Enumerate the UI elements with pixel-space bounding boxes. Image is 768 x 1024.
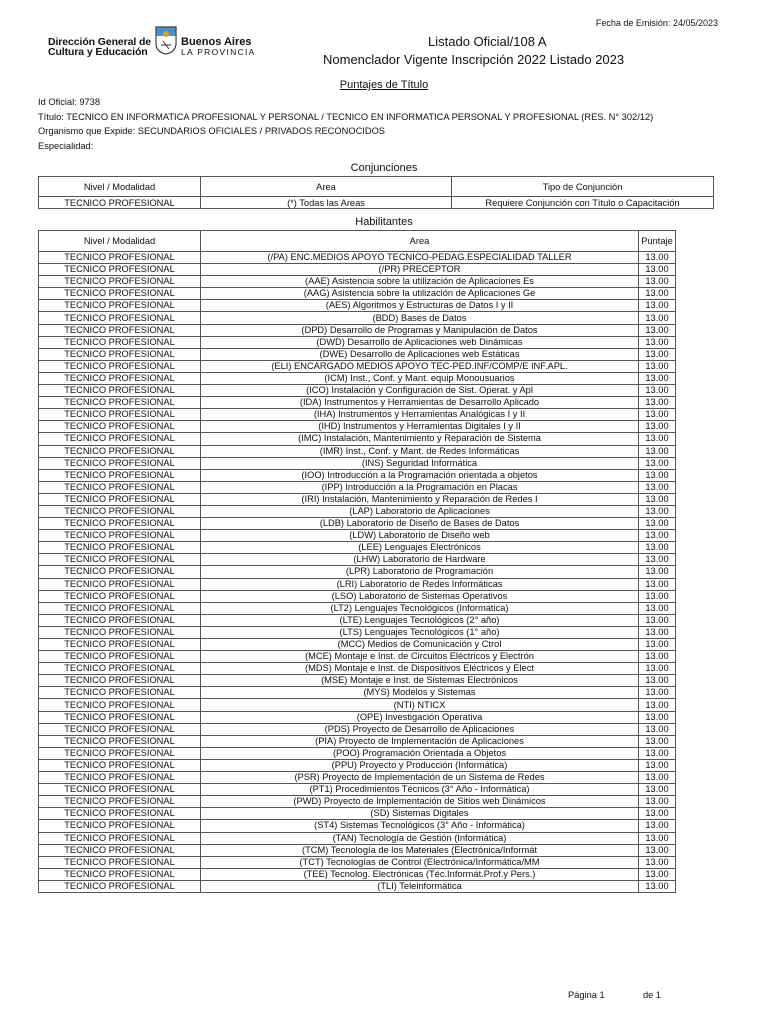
puntaje-cell: 13.00: [639, 639, 676, 651]
emission-date: [596, 18, 718, 28]
area-cell: (IMR) Inst., Conf. y Mant. de Redes Informáticas: [201, 445, 639, 457]
nivel-cell: TECNICO PROFESIONAL: [39, 554, 201, 566]
area-cell: (IPP) Introducción a la Programación en Placas: [201, 481, 639, 493]
table-row: [39, 675, 676, 687]
puntaje-cell: 13.00: [639, 457, 676, 469]
table-row: [39, 360, 676, 372]
nivel-cell: TECNICO PROFESIONAL: [39, 687, 201, 699]
nivel-cell: TECNICO PROFESIONAL: [39, 409, 201, 421]
table-row: [39, 264, 676, 276]
table-row: [39, 348, 676, 360]
nivel-cell: TECNICO PROFESIONAL: [39, 530, 201, 542]
habilitantes-heading: Habilitantes: [355, 216, 413, 228]
nivel-cell: TECNICO PROFESIONAL: [39, 360, 201, 372]
table-header-row: [39, 177, 714, 197]
area-cell: (/PR) PRECEPTOR: [201, 264, 639, 276]
area-cell: (IHA) Instrumentos y Herramientas Analógicas I y II: [201, 409, 639, 421]
area-cell: (AAG) Asistencia sobre la utilización de Aplicaciones Ge: [201, 288, 639, 300]
table-row: [39, 578, 676, 590]
area-cell: (ICM) Inst., Conf. y Mant. equip Monousuarios: [201, 372, 639, 384]
area-cell: (IMC) Instalación, Mantenimiento y Reparación de Sistema: [201, 433, 639, 445]
puntaje-cell: 13.00: [639, 397, 676, 409]
column-header: Area: [201, 177, 452, 197]
nivel-cell: TECNICO PROFESIONAL: [39, 856, 201, 868]
nivel-cell: TECNICO PROFESIONAL: [39, 578, 201, 590]
nivel-cell: TECNICO PROFESIONAL: [39, 759, 201, 771]
puntaje-cell: 13.00: [639, 602, 676, 614]
table-row: [39, 711, 676, 723]
table-row: [39, 808, 676, 820]
nivel-cell: TECNICO PROFESIONAL: [39, 312, 201, 324]
nivel-cell: TECNICO PROFESIONAL: [39, 264, 201, 276]
table-row: [39, 372, 676, 384]
puntaje-cell: 13.00: [639, 711, 676, 723]
buenos-aires-name: Buenos Aires: [181, 36, 252, 48]
column-header: Puntaje: [639, 231, 676, 252]
area-cell: (LRI) Laboratorio de Redes Informáticas: [201, 578, 639, 590]
area-cell: (OPE) Investigación Operativa: [201, 711, 639, 723]
puntaje-cell: 13.00: [639, 469, 676, 481]
nivel-cell: TECNICO PROFESIONAL: [39, 711, 201, 723]
table-row: [39, 687, 676, 699]
nivel-cell: TECNICO PROFESIONAL: [39, 566, 201, 578]
dgce-logo-line1: Dirección General de: [48, 36, 152, 48]
puntaje-cell: 13.00: [639, 626, 676, 638]
nivel-cell: TECNICO PROFESIONAL: [39, 808, 201, 820]
puntaje-cell: 13.00: [639, 723, 676, 735]
table-row: [39, 651, 676, 663]
emission-date-value: 24/05/2023: [672, 18, 718, 28]
nivel-cell: TECNICO PROFESIONAL: [39, 288, 201, 300]
area-cell: (PWD) Proyecto de Implementación de Sitios web Dinámicos: [201, 796, 639, 808]
province-seal-icon: [154, 25, 178, 55]
puntaje-cell: 13.00: [639, 421, 676, 433]
puntaje-cell: 13.00: [639, 832, 676, 844]
table-row: [39, 626, 676, 638]
table-cell: TECNICO PROFESIONAL: [39, 197, 201, 209]
area-cell: (LSO) Laboratorio de Sistemas Operativos: [201, 590, 639, 602]
nivel-cell: TECNICO PROFESIONAL: [39, 421, 201, 433]
table-row: [39, 324, 676, 336]
area-cell: (AES) Algoritmos y Estructuras de Datos I y II: [201, 300, 639, 312]
table-row: [39, 699, 676, 711]
puntaje-cell: 13.00: [639, 348, 676, 360]
column-header: Area: [201, 231, 639, 252]
area-cell: (TAN) Tecnología de Gestión (Informática): [201, 832, 639, 844]
nivel-cell: TECNICO PROFESIONAL: [39, 493, 201, 505]
puntaje-cell: 13.00: [639, 372, 676, 384]
puntaje-cell: 13.00: [639, 493, 676, 505]
nivel-cell: TECNICO PROFESIONAL: [39, 784, 201, 796]
table-row: [39, 663, 676, 675]
habilitantes-table: [38, 230, 676, 893]
puntaje-cell: 13.00: [639, 759, 676, 771]
area-cell: (TEE) Tecnolog. Electrónicas (Téc.Informát.Prof.y Pers.): [201, 868, 639, 880]
puntaje-cell: 13.00: [639, 264, 676, 276]
puntaje-cell: 13.00: [639, 312, 676, 324]
nivel-cell: TECNICO PROFESIONAL: [39, 590, 201, 602]
table-row: [39, 197, 714, 209]
nivel-cell: TECNICO PROFESIONAL: [39, 747, 201, 759]
area-cell: (LTE) Lenguajes Tecnológicos (2° año): [201, 614, 639, 626]
puntaje-cell: 13.00: [639, 880, 676, 892]
puntaje-cell: 13.00: [639, 252, 676, 264]
table-row: [39, 590, 676, 602]
table-row: [39, 433, 676, 445]
nivel-cell: TECNICO PROFESIONAL: [39, 699, 201, 711]
nivel-cell: TECNICO PROFESIONAL: [39, 602, 201, 614]
area-cell: (PIA) Proyecto de Implementación de Aplicaciones: [201, 735, 639, 747]
document-subtitle: Nomenclador Vigente Inscripción 2022 Listado 2023: [323, 52, 625, 67]
table-row: [39, 493, 676, 505]
area-cell: (TCM) Tecnología de los Materiales (Electrónica/Informát: [201, 844, 639, 856]
area-cell: (MCC) Medios de Comunicación y Ctrol: [201, 639, 639, 651]
conjunciones-heading: Conjunciones: [350, 162, 418, 174]
table-row: [39, 505, 676, 517]
area-cell: (LEE) Lenguajes Electrónicos: [201, 542, 639, 554]
area-cell: (LDW) Laboratorio de Diseño web: [201, 530, 639, 542]
area-cell: (MYS) Modelos y Sistemas: [201, 687, 639, 699]
nivel-cell: TECNICO PROFESIONAL: [39, 276, 201, 288]
table-row: [39, 614, 676, 626]
table-row: [39, 300, 676, 312]
table-row: [39, 457, 676, 469]
table-row: [39, 747, 676, 759]
area-cell: (AAE) Asistencia sobre la utilización de Aplicaciones Es: [201, 276, 639, 288]
nivel-cell: TECNICO PROFESIONAL: [39, 252, 201, 264]
puntaje-cell: 13.00: [639, 385, 676, 397]
conjunciones-table: [38, 176, 714, 209]
puntaje-cell: 13.00: [639, 856, 676, 868]
nivel-cell: TECNICO PROFESIONAL: [39, 844, 201, 856]
puntaje-cell: 13.00: [639, 336, 676, 348]
table-row: [39, 288, 676, 300]
nivel-cell: TECNICO PROFESIONAL: [39, 385, 201, 397]
area-cell: (PPU) Proyecto y Producción (Informática): [201, 759, 639, 771]
puntaje-cell: 13.00: [639, 360, 676, 372]
nivel-cell: TECNICO PROFESIONAL: [39, 723, 201, 735]
table-row: [39, 796, 676, 808]
puntaje-cell: 13.00: [639, 324, 676, 336]
nivel-cell: TECNICO PROFESIONAL: [39, 772, 201, 784]
puntaje-cell: 13.00: [639, 578, 676, 590]
puntaje-cell: 13.00: [639, 554, 676, 566]
area-cell: (ST4) Sistemas Tecnológicos (3° Año - Informática): [201, 820, 639, 832]
table-row: [39, 518, 676, 530]
puntaje-cell: 13.00: [639, 687, 676, 699]
table-row: [39, 312, 676, 324]
area-cell: (LT2) Lenguajes Tecnológicos (Informatica): [201, 602, 639, 614]
area-cell: (IDA) Instrumentos y Herramientas de Desarrollo Aplicado: [201, 397, 639, 409]
table-cell: (*) Todas las Areas: [201, 197, 452, 209]
especialidad: Especialidad:: [38, 141, 94, 151]
organismo: Organismo que Expide: SECUNDARIOS OFICIALES / PRIVADOS RECONOCIDOS: [38, 126, 386, 136]
puntaje-cell: 13.00: [639, 445, 676, 457]
area-cell: (/PA) ENC.MEDIOS APOYO TECNICO-PEDAG.ESPECIALIDAD TALLER: [201, 252, 639, 264]
area-cell: (LAP) Laboratorio de Aplicaciones: [201, 505, 639, 517]
area-cell: (TLI) Teleinformática: [201, 880, 639, 892]
nivel-cell: TECNICO PROFESIONAL: [39, 675, 201, 687]
nivel-cell: TECNICO PROFESIONAL: [39, 348, 201, 360]
table-row: [39, 602, 676, 614]
table-row: [39, 566, 676, 578]
area-cell: (IOO) Introducción a la Programación orientada a objetos: [201, 469, 639, 481]
table-header-row: [39, 231, 676, 252]
puntaje-cell: 13.00: [639, 590, 676, 602]
nivel-cell: TECNICO PROFESIONAL: [39, 372, 201, 384]
nivel-cell: TECNICO PROFESIONAL: [39, 457, 201, 469]
area-cell: (LPR) Laboratorio de Programación: [201, 566, 639, 578]
table-cell: Requiere Conjunción con Título o Capacitación: [452, 197, 714, 209]
table-row: [39, 397, 676, 409]
nivel-cell: TECNICO PROFESIONAL: [39, 481, 201, 493]
id-oficial: Id Oficial: 9738: [38, 97, 101, 107]
puntaje-cell: 13.00: [639, 844, 676, 856]
table-row: [39, 844, 676, 856]
area-cell: (NTI) NTICX: [201, 699, 639, 711]
table-row: [39, 856, 676, 868]
puntaje-cell: 13.00: [639, 300, 676, 312]
puntaje-cell: 13.00: [639, 675, 676, 687]
area-cell: (INS) Seguridad Informática: [201, 457, 639, 469]
titulo: Título: TECNICO EN INFORMATICA PROFESIONAL Y PERSONAL / TECNICO EN INFORMATICA PERSONAL Y PROFESIONAL (RES. N° 302/12): [38, 112, 654, 122]
nivel-cell: TECNICO PROFESIONAL: [39, 735, 201, 747]
area-cell: (IHD) Instrumentos y Herramientas Digitales I y II: [201, 421, 639, 433]
puntaje-cell: 13.00: [639, 505, 676, 517]
area-cell: (LTS) Lenguajes Tecnológicos (1° año): [201, 626, 639, 638]
table-row: [39, 735, 676, 747]
nivel-cell: TECNICO PROFESIONAL: [39, 324, 201, 336]
nivel-cell: TECNICO PROFESIONAL: [39, 542, 201, 554]
nivel-cell: TECNICO PROFESIONAL: [39, 796, 201, 808]
table-row: [39, 336, 676, 348]
column-header: Tipo de Conjunción: [452, 177, 714, 197]
area-cell: (PT1) Procedimientos Técnicos (3° Año - Informática): [201, 784, 639, 796]
puntaje-cell: 13.00: [639, 808, 676, 820]
nivel-cell: TECNICO PROFESIONAL: [39, 469, 201, 481]
puntaje-cell: 13.00: [639, 530, 676, 542]
puntaje-cell: 13.00: [639, 433, 676, 445]
area-cell: (SD) Sistemas Digitales: [201, 808, 639, 820]
puntaje-cell: 13.00: [639, 868, 676, 880]
section-heading: Puntajes de Título: [339, 79, 429, 91]
area-cell: (PDS) Proyecto de Desarrollo de Aplicaciones: [201, 723, 639, 735]
nivel-cell: TECNICO PROFESIONAL: [39, 397, 201, 409]
nivel-cell: TECNICO PROFESIONAL: [39, 639, 201, 651]
puntaje-cell: 13.00: [639, 820, 676, 832]
area-cell: (DWE) Desarrollo de Aplicaciones web Estáticas: [201, 348, 639, 360]
nivel-cell: TECNICO PROFESIONAL: [39, 336, 201, 348]
nivel-cell: TECNICO PROFESIONAL: [39, 868, 201, 880]
puntaje-cell: 13.00: [639, 566, 676, 578]
puntaje-cell: 13.00: [639, 409, 676, 421]
table-row: [39, 639, 676, 651]
nivel-cell: TECNICO PROFESIONAL: [39, 614, 201, 626]
puntaje-cell: 13.00: [639, 651, 676, 663]
area-cell: (IRI) Instalación, Mantenimiento y Reparación de Redes I: [201, 493, 639, 505]
table-row: [39, 421, 676, 433]
puntaje-cell: 13.00: [639, 784, 676, 796]
table-row: [39, 469, 676, 481]
nivel-cell: TECNICO PROFESIONAL: [39, 663, 201, 675]
nivel-cell: TECNICO PROFESIONAL: [39, 820, 201, 832]
nivel-cell: TECNICO PROFESIONAL: [39, 626, 201, 638]
column-header: Nivel / Modalidad: [39, 177, 201, 197]
puntaje-cell: 13.00: [639, 614, 676, 626]
table-row: [39, 554, 676, 566]
page-total: de 1: [643, 990, 662, 1000]
buenos-aires-logo: [181, 37, 256, 57]
nivel-cell: TECNICO PROFESIONAL: [39, 505, 201, 517]
table-row: [39, 385, 676, 397]
table-row: [39, 868, 676, 880]
puntaje-cell: 13.00: [639, 772, 676, 784]
document-title: Listado Oficial/108 A: [428, 34, 547, 49]
puntaje-cell: 13.00: [639, 276, 676, 288]
puntaje-cell: 13.00: [639, 518, 676, 530]
area-cell: (ICO) Instalación y Configuración de Sist. Operat. y Apl: [201, 385, 639, 397]
puntaje-cell: 13.00: [639, 663, 676, 675]
table-row: [39, 832, 676, 844]
emission-date-label: Fecha de Emisión:: [595, 18, 671, 28]
area-cell: (MCE) Montaje e Inst. de Circuitos Eléctricos y Electrón: [201, 651, 639, 663]
puntaje-cell: 13.00: [639, 735, 676, 747]
puntaje-cell: 13.00: [639, 796, 676, 808]
table-row: [39, 820, 676, 832]
puntaje-cell: 13.00: [639, 542, 676, 554]
dgce-logo: [48, 37, 151, 57]
area-cell: (ELI) ENCARGADO MEDIOS APOYO TEC-PED.INF/COMP/E INF.APL.: [201, 360, 639, 372]
nivel-cell: TECNICO PROFESIONAL: [39, 433, 201, 445]
table-row: [39, 481, 676, 493]
table-row: [39, 409, 676, 421]
table-row: [39, 542, 676, 554]
nivel-cell: TECNICO PROFESIONAL: [39, 445, 201, 457]
table-row: [39, 252, 676, 264]
table-row: [39, 723, 676, 735]
area-cell: (MSE) Montaje e Inst. de Sistemas Electrónicos: [201, 675, 639, 687]
table-row: [39, 772, 676, 784]
area-cell: (LDB) Laboratorio de Diseño de Bases de Datos: [201, 518, 639, 530]
nivel-cell: TECNICO PROFESIONAL: [39, 832, 201, 844]
nivel-cell: TECNICO PROFESIONAL: [39, 300, 201, 312]
puntaje-cell: 13.00: [639, 699, 676, 711]
area-cell: (MDS) Montaje e Inst. de Dispositivos Eléctricos y Elect: [201, 663, 639, 675]
table-row: [39, 445, 676, 457]
area-cell: (POO) Programación Orientada a Objetos: [201, 747, 639, 759]
nivel-cell: TECNICO PROFESIONAL: [39, 518, 201, 530]
nivel-cell: TECNICO PROFESIONAL: [39, 880, 201, 892]
area-cell: (LHW) Laboratorio de Hardware: [201, 554, 639, 566]
nivel-cell: TECNICO PROFESIONAL: [39, 651, 201, 663]
table-row: [39, 276, 676, 288]
column-header: Nivel / Modalidad: [39, 231, 201, 252]
habilitantes-body: [39, 252, 676, 893]
area-cell: (PSR) Proyecto de Implementación de un Sistema de Redes: [201, 772, 639, 784]
dgce-logo-line2: Cultura y Educación: [48, 46, 148, 58]
table-row: [39, 759, 676, 771]
table-row: [39, 784, 676, 796]
area-cell: (TCT) Tecnologías de Control (Electrónica/Informática/MM: [201, 856, 639, 868]
puntaje-cell: 13.00: [639, 481, 676, 493]
table-row: [39, 880, 676, 892]
puntaje-cell: 13.00: [639, 747, 676, 759]
page-number: Página 1: [568, 990, 605, 1000]
puntaje-cell: 13.00: [639, 288, 676, 300]
area-cell: (DWD) Desarrollo de Aplicaciones web Dinámicas: [201, 336, 639, 348]
area-cell: (BDD) Bases de Datos: [201, 312, 639, 324]
area-cell: (DPD) Desarrollo de Programas y Manipulación de Datos: [201, 324, 639, 336]
table-row: [39, 530, 676, 542]
la-provincia-label: LA PROVINCIA: [181, 47, 256, 57]
